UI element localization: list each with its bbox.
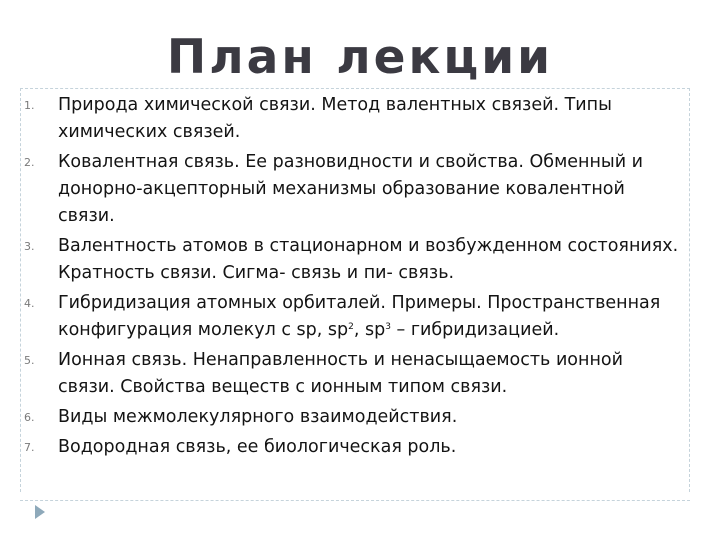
list-item-text — [58, 293, 660, 340]
list-item-text: Валентность атомов в стационарном и возбужденном состояниях. Кратность связи. Сигма- связь и пи- связь. — [58, 236, 679, 283]
list-item — [0, 434, 700, 461]
list-item — [0, 290, 700, 344]
list-item-number: 1. — [24, 99, 35, 112]
list-item-text: Ионная связь. Ненаправленность и ненасыщаемость ионной связи. Свойства веществ с ионным типом связи. — [58, 350, 623, 397]
list-item-text: Ковалентная связь. Ее разновидности и свойства. Обменный и донорно-акцепторный механизмы образование ковалентной связи. — [58, 152, 644, 226]
list-item-text-part: Гибридизация атомных орбиталей. Примеры. Пространственная конфигурация молекул с sp, sp — [58, 293, 661, 340]
list-item-text-part: – гибридизацией. — [390, 320, 560, 340]
list-item — [0, 347, 700, 401]
list-item-number: 2. — [24, 156, 35, 169]
list-item — [0, 92, 700, 146]
list-item-number: 5. — [24, 354, 35, 367]
top-divider — [20, 88, 690, 89]
list-item — [0, 404, 700, 431]
list-item-text: Водородная связь, ее биологическая роль. — [58, 437, 457, 457]
page-title: План лекции — [166, 30, 554, 85]
list-item-text-part: , sp — [353, 320, 386, 340]
superscript-3: 3 — [385, 322, 391, 332]
superscript-2: 2 — [348, 322, 354, 332]
list-item-text: Виды межмолекулярного взаимодействия. — [58, 407, 458, 427]
list-item-number: 6. — [24, 411, 35, 424]
list-item-number: 3. — [24, 240, 35, 253]
bottom-divider — [20, 500, 690, 501]
list-item-number: 7. — [24, 441, 35, 454]
list-item — [0, 233, 700, 287]
lecture-plan-list — [0, 92, 700, 464]
list-item-text: Природа химической связи. Метод валентных связей. Типы химических связей. — [58, 95, 612, 142]
list-item-number: 4. — [24, 297, 35, 310]
list-item — [0, 149, 700, 230]
triangle-icon — [35, 505, 45, 519]
